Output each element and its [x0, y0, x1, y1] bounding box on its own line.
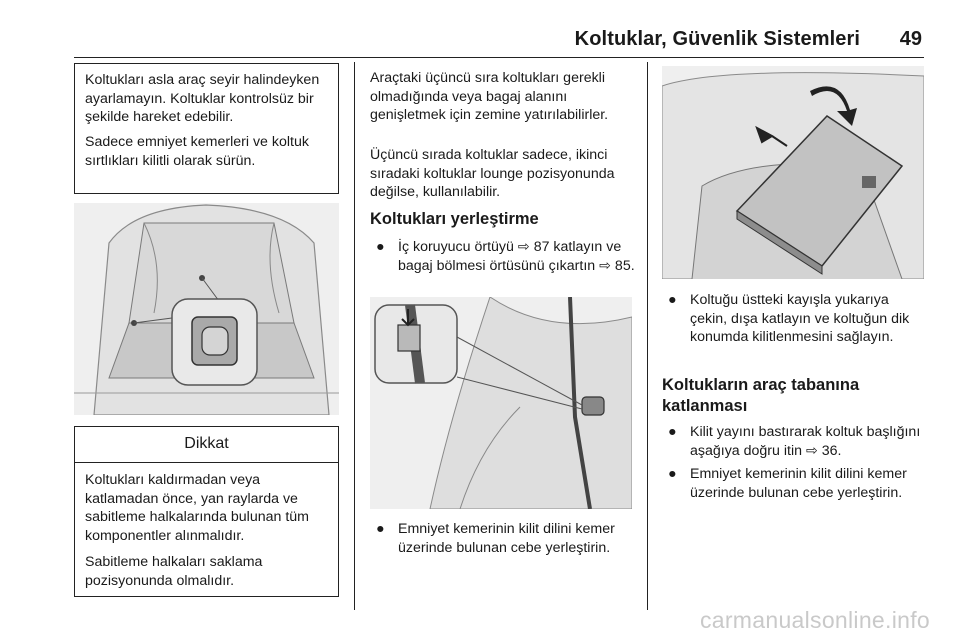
section-heading-placing-seats: Koltukları yerleştirme [370, 210, 539, 228]
intro-paragraph-2: Üçüncü sırada koltuklar sadece, ikinci sıradaki koltuklar lounge pozisyonunda değilse, kullanılabilir. [370, 147, 615, 201]
bullet-text: İç koruyucu örtüyü ⇨ 87 katlayın ve bagaj bölmesi örtüsünü çıkartın ⇨ 85. [398, 239, 635, 274]
caution-text-1: Koltukları kaldırmadan veya katlamadan önce, yan raylarda ve sabitleme halkalarında bulunan tüm komponentler alınmalıdır. [85, 472, 309, 545]
caution-text-2: Sabitleme halkaları saklama pozisyonunda olmalıdır. [85, 553, 263, 589]
caution-body [75, 463, 338, 605]
bullet-item [662, 423, 930, 460]
figure-trunk-anchor-rings [74, 203, 339, 415]
column-divider-right [647, 62, 648, 610]
header-rule [74, 57, 924, 58]
figure-seat-raise [662, 66, 924, 279]
warning-text-1: Koltukları asla araç seyir halindeyken ayarlamayın. Koltuklar kontrolsüz bir şekilde hareket edebilir. [85, 72, 320, 126]
caution-box [74, 426, 339, 597]
bullet-dot: ● [668, 466, 677, 482]
page-number: 49 [899, 28, 922, 50]
bullet-dot: ● [668, 424, 677, 440]
bullet-text: Emniyet kemerinin kilit dilini kemer üzerinde bulunan cebe yerleştirin. [690, 466, 907, 501]
bullet-dot: ● [376, 239, 385, 255]
bullet-dot: ● [668, 292, 677, 308]
intro-paragraph-1: Araçtaki üçüncü sıra koltukları gerekli olmadığında veya bagaj alanını genişletmek için zemine yatırılabilirler. [370, 70, 609, 124]
bullet-text: Koltuğu üstteki kayışla yukarıya çekin, dışa katlayın ve koltuğun dik konumda kilitlenmesini sağlayın. [690, 292, 910, 346]
running-header-title: Koltuklar, Güvenlik Sistemleri [574, 28, 860, 50]
warning-text-2: Sadece emniyet kemerleri ve koltuk sırtlıkları kilitli olarak sürün. [85, 134, 309, 169]
bullet-text: Emniyet kemerinin kilit dilini kemer üzerinde bulunan cebe yerleştirin. [398, 521, 615, 556]
bullet-item [370, 238, 635, 275]
warning-box [74, 63, 339, 194]
bullet-dot: ● [376, 521, 385, 537]
caution-title: Dikkat [75, 427, 338, 463]
bullet-item [370, 520, 635, 557]
column-divider-left [354, 62, 355, 610]
figure-seatbelt-tongue [370, 297, 632, 509]
bullet-item [662, 465, 927, 502]
watermark: carmanualsonline.info [699, 607, 930, 633]
bullet-text: Kilit yayını bastırarak koltuk başlığını aşağıya doğru itin ⇨ 36. [690, 424, 921, 459]
section-heading-folding-seats: Koltukların araç tabanına katlanması [662, 376, 860, 416]
bullet-item [662, 291, 927, 347]
